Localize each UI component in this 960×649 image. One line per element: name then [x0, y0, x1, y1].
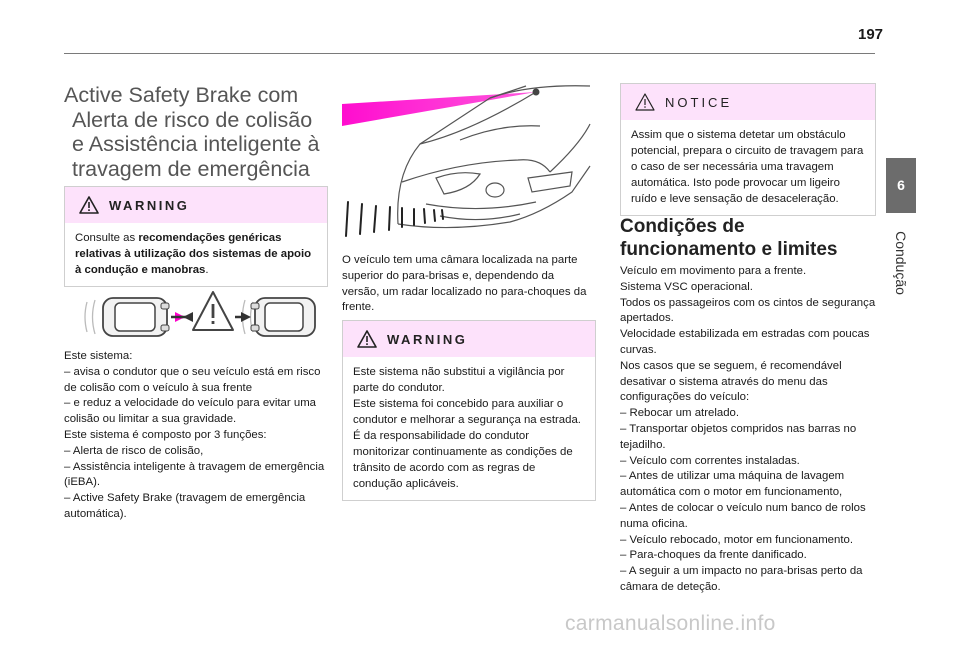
van-camera-radar-illustration — [340, 74, 600, 250]
system-line: – Active Safety Brake (travagem de emergência automática). — [64, 492, 306, 520]
page-number: 197 — [858, 26, 884, 43]
title-line: Alerta de risco de colisão — [72, 107, 313, 132]
conditions-line: – Veículo rebocado, motor em funcionamento. — [620, 533, 854, 546]
conditions-line: – A seguir a um impacto no para-brisas perto da câmara de deteção. — [620, 565, 863, 593]
title-line: e Assistência inteligente à — [72, 132, 320, 156]
warning-label: WARNING — [109, 197, 190, 213]
warning-triangle-icon — [79, 196, 99, 214]
warning-header — [343, 321, 595, 357]
warning-body — [343, 357, 595, 500]
conditions-line: Todos os passageiros com os cintos de segurança apertados. — [620, 296, 876, 325]
conditions-line: Nos casos que se seguem, é recomendável desativar o sistema através do menu das configurações do veículo: — [620, 359, 842, 404]
conditions-line: – Para-choques da frente danificado. — [620, 549, 807, 562]
warning-text: Consulte as — [75, 232, 139, 244]
warning-box-general — [64, 186, 328, 287]
warning-box-vigilance — [342, 320, 596, 501]
camera-icon — [533, 89, 540, 96]
warning-label: WARNING — [387, 331, 468, 347]
conditions-line: – Rebocar um atrelado. — [620, 407, 740, 420]
notice-header — [621, 84, 875, 120]
page-title — [64, 83, 334, 181]
chapter-label-text: Condução — [893, 231, 909, 295]
notice-box — [620, 83, 876, 216]
system-line: – avisa o condutor que o seu veículo está em risco de colisão com o veículo à sua frente — [64, 365, 321, 394]
system-line: – e reduz a velocidade do veículo para evitar uma colisão ou limitar a sua gravidade. — [64, 397, 317, 426]
notice-body: Assim que o sistema detetar um obstáculo potencial, prepara o circuito de travagem para o caso de ser necessária uma travagem automática. Isto pode provocar um ligeiro ruído e leve sensação de desaceleração. — [631, 129, 864, 205]
conditions-line: – Antes de utilizar uma máquina de lavagem automática com o motor em funcionamento, — [620, 470, 845, 499]
collision-illustration — [75, 290, 325, 344]
conditions-line: – Transportar objetos compridos nas barras no tejadilho. — [620, 422, 857, 451]
header-rule — [64, 53, 875, 54]
camera-caption: O veículo tem uma câmara localizada na parte superior do para-brisas e, dependendo da versão, um radar localizado no para-choques da frente. — [342, 254, 587, 314]
notice-triangle-icon — [635, 93, 655, 111]
system-description — [64, 349, 328, 523]
title-line: Active Safety Brake com — [64, 83, 299, 107]
system-line: Este sistema é composto por 3 funções: — [64, 428, 267, 441]
conditions-text — [620, 264, 876, 596]
conditions-line: Veículo em movimento para a frente. — [620, 265, 807, 277]
warning-line: Este sistema não substitui a vigilância por parte do condutor. — [353, 366, 565, 394]
title-line: travagem de emergência — [72, 156, 310, 181]
warning-text-end: . — [205, 264, 209, 276]
warning-triangle-icon — [357, 330, 377, 348]
warning-line: Este sistema foi concebido para auxiliar o condutor e melhorar a segurança na estrada. — [353, 398, 581, 426]
conditions-line: Sistema VSC operacional. — [620, 280, 753, 293]
watermark: carmanualsonline.info — [565, 612, 776, 635]
chapter-label — [884, 213, 918, 313]
conditions-heading: Condições de funcionamento e limites — [620, 216, 838, 260]
warning-header — [65, 187, 327, 223]
notice-label: NOTICE — [665, 94, 733, 110]
warning-line: É da responsabilidade do condutor monitorizar continuamente as condições de trânsito de acordo com as regras de condução aplicáveis. — [353, 430, 573, 490]
rear-car-icon — [103, 298, 169, 336]
system-line: Este sistema: — [64, 350, 133, 362]
collision-warning-icon — [193, 292, 233, 330]
warning-link-text[interactable]: recomendações genéricas relativas à utilização dos sistemas de apoio à condução e manobras — [75, 232, 312, 276]
warning-body — [65, 223, 327, 286]
system-line: – Assistência inteligente à travagem de emergência (iEBA). — [64, 460, 325, 489]
conditions-line: – Antes de colocar o veículo num banco de rolos numa oficina. — [620, 501, 866, 530]
front-car-icon — [251, 298, 315, 336]
conditions-line: – Veículo com correntes instaladas. — [620, 454, 800, 467]
chapter-tab[interactable]: 6 — [886, 158, 916, 213]
system-line: – Alerta de risco de colisão, — [64, 444, 204, 457]
conditions-line: Velocidade estabilizada em estradas com poucas curvas. — [620, 328, 870, 356]
